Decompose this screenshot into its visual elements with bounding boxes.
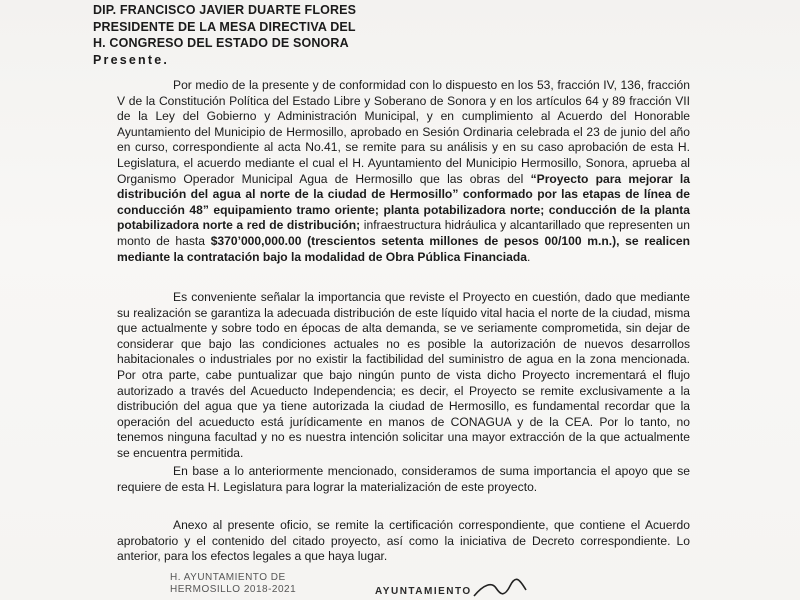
paragraph-intro: [117, 78, 690, 265]
paragraph-intro-text-2: infraestructura hidráulica y alcantarillado que representen un monto de hasta: [117, 218, 690, 248]
addressee-block: [93, 2, 356, 68]
addressee-institution: H. CONGRESO DEL ESTADO DE SONORA: [93, 36, 349, 50]
footer-organization: [170, 572, 296, 596]
addressee-position: PRESIDENTE DE LA MESA DIRECTIVA DEL: [93, 19, 356, 34]
amount-bold: $370’000,000.00 (trescientos setenta millones de pesos 00/100 m.n.), se realicen mediante la contratación bajo la modalidad de Obra Pública Financiada: [117, 233, 690, 264]
signature-label: AYUNTAMIENTO: [375, 586, 472, 597]
paragraph-importance: [117, 290, 690, 462]
paragraph-annex: [117, 518, 690, 565]
paragraph-conclusion: [117, 464, 690, 495]
paragraph-intro-text: Por medio de la presente y de conformidad con lo dispuesto en los 53, fracción IV, 136, fracción V de la Constitución Política del Estado Libre y Soberano de Sonora y en los artículos 64 y 89 fracción VII de la Ley del Gobierno y Administración Municipal, y en cumplimiento al Acuerdo del Honorable Ayuntamiento del Municipio de Hermosillo, aprobado en Sesión Ordinaria celebrada el 23 de junio del año en curso, correspondiente al acta No.41, se remite para su análisis y en su caso aprobación de esta H. Legislatura, el acuerdo mediante el cual el H. Ayuntamiento del Municipio Hermosillo, Sonora, aprueba al Organismo Operador Municipal Agua de Hermosillo que las obras del: [117, 78, 690, 186]
addressee-name: DIP. FRANCISCO JAVIER DUARTE FLORES: [93, 3, 357, 17]
signature-area: [375, 578, 575, 600]
paragraph-importance-text: Es conveniente señalar la importancia que reviste el Proyecto en cuestión, dado que mediante su realización se garantiza la adecuada distribución de este líquido vital hacia el norte de la ciudad, misma que actualmente y sobre todo en épocas de alta demanda, se ve seriamente comprometida, sin dejar de considerar que bajo las condiciones actuales no es posible la autorización de nuevos desarrollos habitacionales o industriales por no existir la factibilidad del suministro de agua en la zona mencionada. Por otra parte, cabe puntualizar que bajo ningún punto de vista dicho Proyecto incrementará el flujo autorizado a través del Acueducto Independencia; es decir, el Proyecto se remite exclusivamente a la distribución del agua que ya tiene autorizada la ciudad de Hermosillo, es fundamental recordar que la operación del acueducto está jurídicamente en manos de CONAGUA y de la CEA. Por lo tanto, no tenemos ninguna facultad y no es nuestra intención solicitar una mayor extracción de la que actualmente se encuentra permitida.: [117, 290, 690, 460]
signature-icon: [470, 578, 530, 600]
footer-org-line2: HERMOSILLO 2018-2021: [170, 584, 297, 595]
project-name-bold: “Proyecto para mejorar la distribución del agua al norte de la ciudad de Hermosillo” conformado por las etapas de línea de conducción 48” equipamiento tramo oriente; planta potabilizadora norte; conducción de la planta potabilizadora norte a red de distribución;: [117, 171, 690, 233]
paragraph-annex-text: Anexo al presente oficio, se remite la certificación correspondiente, que contiene el Acuerdo aprobatorio y el contenido del citado proyecto, así como la iniciativa de Decreto correspondiente. Lo anterior, para los efectos legales a que haya lugar.: [117, 518, 690, 564]
addressee-presente: Presente.: [93, 52, 170, 67]
paragraph-conclusion-text: En base a lo anteriormente mencionado, consideramos de suma importancia el apoyo que se requiere de esta H. Legislatura para lograr la materialización de este proyecto.: [117, 464, 690, 494]
paragraph-intro-end: .: [526, 249, 531, 264]
footer-org-line1: H. AYUNTAMIENTO DE: [170, 572, 286, 583]
